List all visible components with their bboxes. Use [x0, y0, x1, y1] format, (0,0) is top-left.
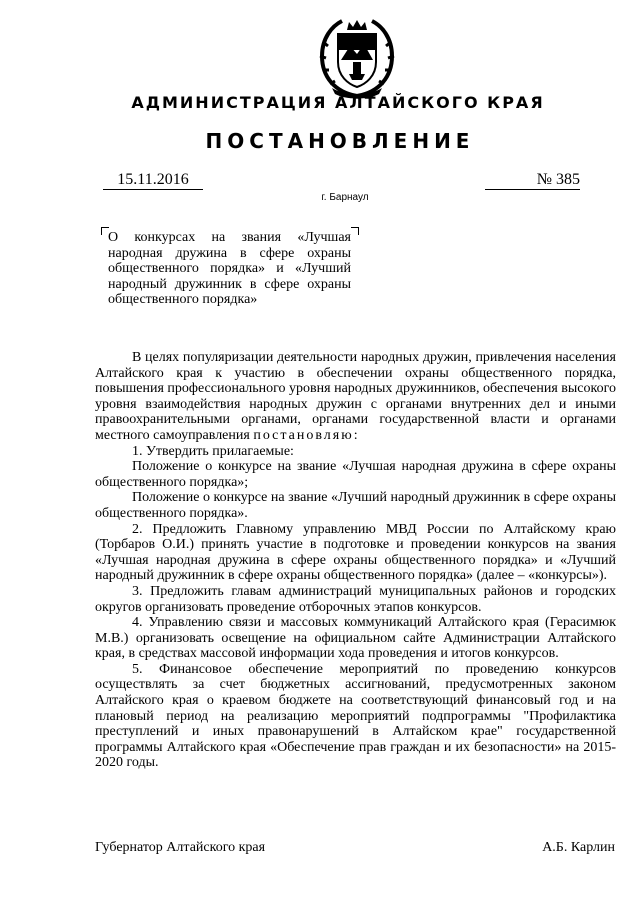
subject-corner-right: [351, 227, 359, 235]
paragraph-item-5: 5. Финансовое обеспечение мероприятий по проведению конкурсов осуществлять за счет бюджетных ассигнований, предусмотренных законом Алтайского края о краевом бюджете на соответствующий финансовый год и на плановый период на реализацию мероприятий подпрограммы "Профилактика преступлений и иных правонарушений в Алтайском крае" государственной программы Алтайского края «Обеспечение прав граждан и их безопасности» на 2015-2020 годы.: [95, 661, 616, 771]
paragraph-preamble: В целях популяризации деятельности народных дружин, привлечения населения Алтайского края к участию в обеспечении охраны общественного порядка, повышения профессионального уровня народных дружинников, обеспечения высокого уровня взаимодействия народных дружин с органами внутренних дел и иными правоохранительными органами, органами государственной власти и органами местного самоуправления постановляю:: [95, 350, 616, 443]
document-city: г. Барнаул: [321, 192, 369, 203]
resolution-keyword: постановляю: [253, 427, 354, 443]
paragraph-item-1: 1. Утвердить прилагаемые:: [132, 443, 294, 459]
paragraph-regulation-2: Положение о конкурсе на звание «Лучший народный дружинник в сфере охраны общественного порядка».: [95, 490, 616, 521]
document-number: № 385: [485, 171, 580, 190]
paragraph-item-3: 3. Предложить главам администраций муниципальных районов и городских округов организовать проведение отборочных этапов конкурсов.: [95, 583, 616, 615]
signatory-name: А.Б. Карлин: [542, 840, 615, 855]
document-subject: О конкурсах на звания «Лучшая народная дружина в сфере охраны общественного порядка» и «Лучший народный дружинник в сфере охраны общественного порядка»: [108, 230, 351, 307]
signatory-title: Губернатор Алтайского края: [95, 840, 266, 855]
document-body: [95, 350, 616, 771]
organization-title: АДМИНИСТРАЦИЯ АЛТАЙСКОГО КРАЯ: [131, 93, 545, 112]
paragraph-regulation-1: Положение о конкурсе на звание «Лучшая народная дружина в сфере охраны общественного порядка»;: [95, 459, 616, 490]
paragraph-item-2: 2. Предложить Главному управлению МВД России по Алтайскому краю (Торбаров О.И.) принять участие в подготовке и проведении конкурсов на звания «Лучшая народная дружина в сфере охраны общественного порядка» и «Лучший народный дружинник в сфере охраны общественного порядка» (далее – «конкурсы»).: [95, 521, 616, 584]
coat-of-arms-icon: [316, 16, 398, 100]
document-type-title: ПОСТАНОВЛЕНИЕ: [205, 129, 475, 153]
paragraph-item-4: 4. Управлению связи и массовых коммуникаций Алтайского края (Герасимюк М.В.) организовать освещение на официальном сайте Администрации Алтайского края, в средствах массовой информации хода проведения и итогов конкурсов.: [95, 615, 616, 662]
document-date: 15.11.2016: [103, 171, 203, 190]
